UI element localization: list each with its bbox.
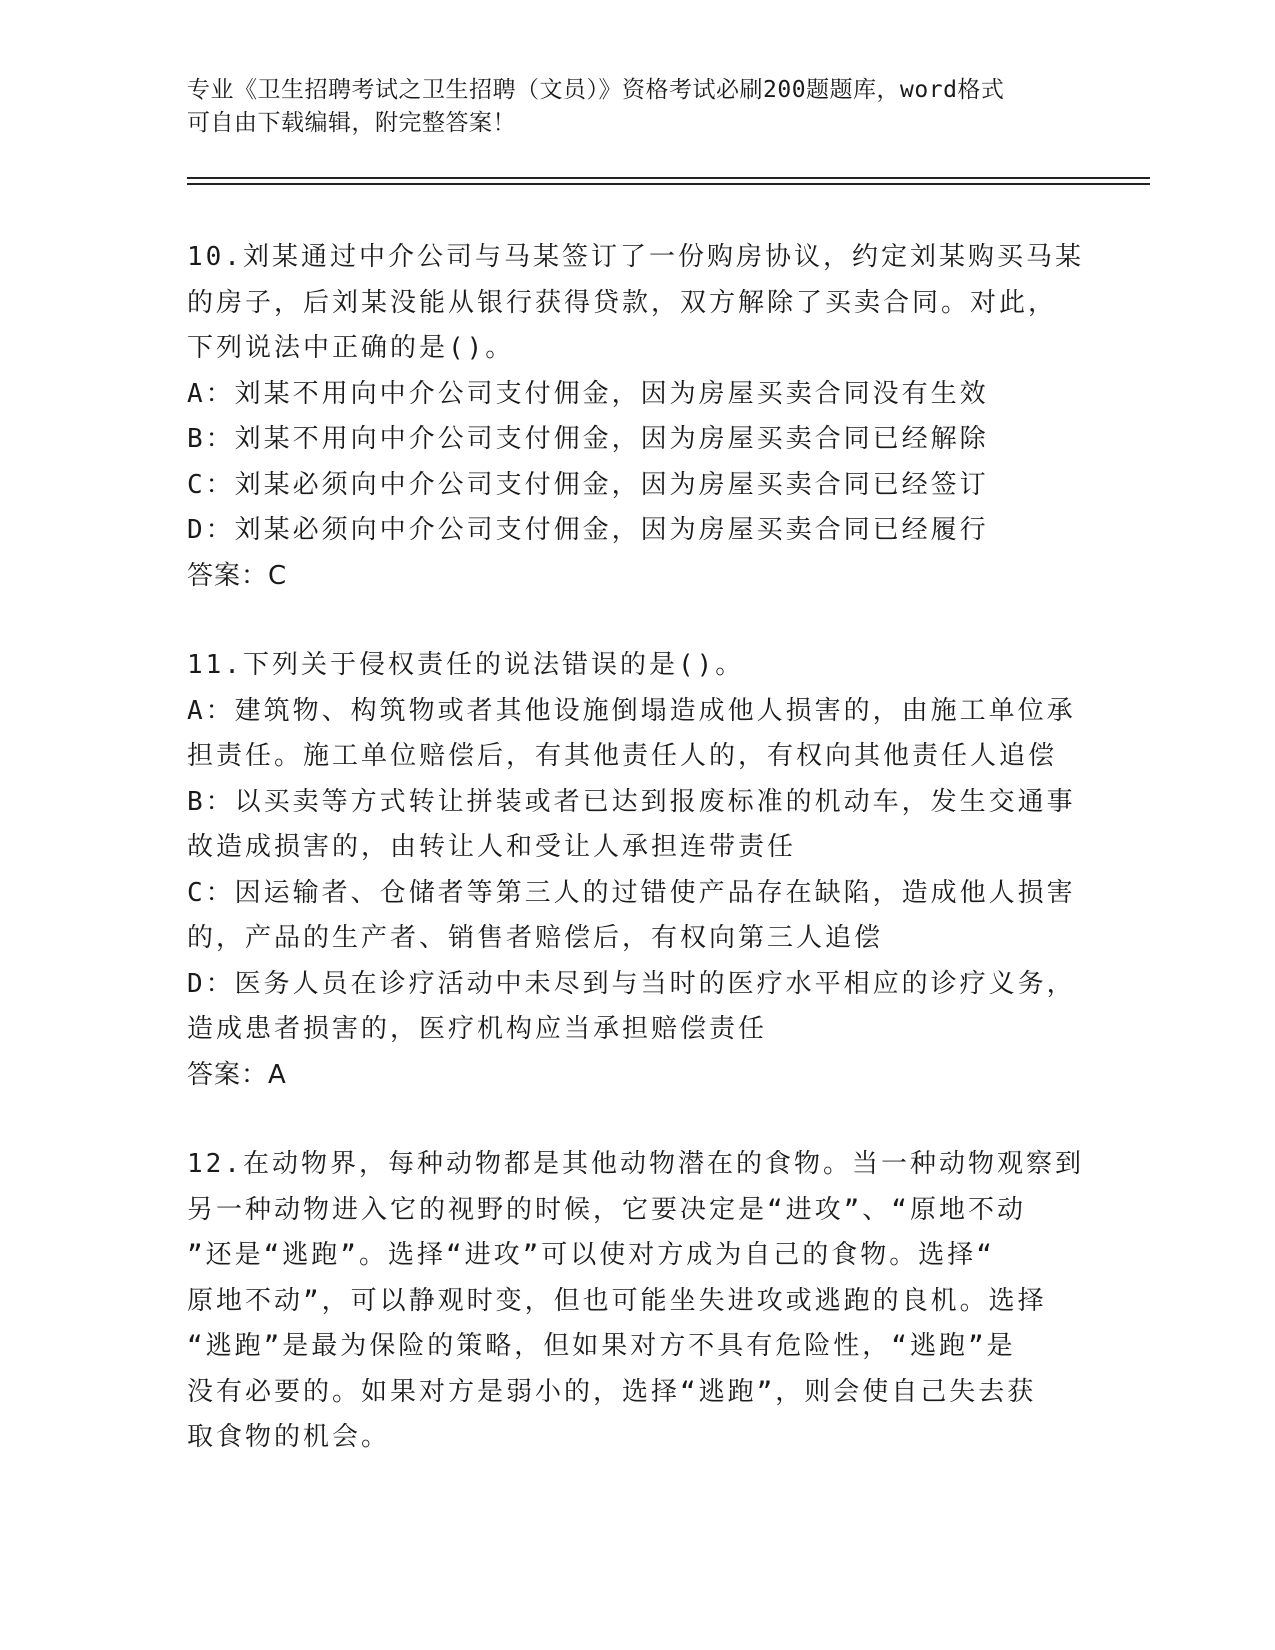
option-line: A：建筑物、构筑物或者其他设施倒塌造成他人损害的，由施工单位承 bbox=[187, 695, 1076, 726]
question-stem-line: 取食物的机会。 bbox=[187, 1422, 391, 1452]
question-stem-line: 下列说法中正确的是()。 bbox=[187, 333, 515, 363]
question-stem-line: 10.刘某通过中介公司与马某签订了一份购房协议，约定刘某购买马某 bbox=[187, 242, 1084, 272]
question-3 bbox=[187, 1142, 1087, 1461]
option-a bbox=[187, 689, 1087, 780]
question-stem-line: 另一种动物进入它的视野的时候，它要决定是“进攻”、“原地不动 bbox=[187, 1194, 1026, 1225]
header-divider-top bbox=[187, 177, 1150, 179]
question-spacer bbox=[187, 599, 1087, 643]
option-line: B：刘某不用向中介公司支付佣金，因为房屋买卖合同已经解除 bbox=[187, 424, 989, 454]
answer-label: 答案：C bbox=[187, 560, 288, 591]
question-stem-line: “逃跑”是最为保险的策略，但如果对方不具有危险性，“逃跑”是 bbox=[187, 1331, 1016, 1361]
question-2 bbox=[187, 643, 1087, 1098]
question-stem-line: 没有必要的。如果对方是弱小的，选择“逃跑”，则会使自己失去获 bbox=[187, 1376, 1037, 1407]
option-c bbox=[187, 871, 1087, 962]
option-line: D：刘某必须向中介公司支付佣金，因为房屋买卖合同已经履行 bbox=[187, 515, 989, 545]
option-d bbox=[187, 508, 1087, 554]
option-line: 造成患者损害的，医疗机构应当承担赔偿责任 bbox=[187, 1014, 768, 1044]
question-stem-line: 的房子，后刘某没能从银行获得贷款，双方解除了买卖合同。对此， bbox=[187, 287, 1058, 318]
option-b bbox=[187, 417, 1087, 463]
option-line: C：因运输者、仓储者等第三人的过错使产品存在缺陷，造成他人损害 bbox=[187, 877, 1076, 908]
option-b bbox=[187, 780, 1087, 871]
option-c bbox=[187, 463, 1087, 509]
option-line: 故造成损害的，由转让人和受让人承担连带责任 bbox=[187, 832, 797, 862]
header-divider-bottom bbox=[187, 183, 1150, 185]
answer-label: 答案：A bbox=[187, 1059, 287, 1090]
header-line-1: 专业《卫生招聘考试之卫生招聘（文员）》资格考试必刷200题题库，word格式 bbox=[187, 77, 1005, 103]
document-header bbox=[187, 74, 1067, 140]
question-1 bbox=[187, 235, 1087, 599]
question-stem-line: 原地不动”，可以静观时变，但也可能坐失进攻或逃跑的良机。选择 bbox=[187, 1285, 1047, 1316]
option-line: C：刘某必须向中介公司支付佣金，因为房屋买卖合同已经签订 bbox=[187, 469, 989, 500]
option-line: 的，产品的生产者、销售者赔偿后，有权向第三人追偿 bbox=[187, 923, 884, 953]
option-d bbox=[187, 962, 1087, 1053]
question-spacer bbox=[187, 1098, 1087, 1142]
question-stem-line: 12.在动物界，每种动物都是其他动物潜在的食物。当一种动物观察到 bbox=[187, 1149, 1084, 1179]
option-line: A：刘某不用向中介公司支付佣金，因为房屋买卖合同没有生效 bbox=[187, 378, 989, 409]
option-a bbox=[187, 372, 1087, 418]
header-line-2: 可自由下载编辑，附完整答案！ bbox=[187, 110, 516, 136]
option-line: B：以买卖等方式转让拼装或者已达到报废标准的机动车，发生交通事 bbox=[187, 786, 1076, 817]
question-stem-line: 11.下列关于侵权责任的说法错误的是()。 bbox=[187, 650, 745, 680]
option-line: 担责任。施工单位赔偿后，有其他责任人的，有权向其他责任人追偿 bbox=[187, 741, 1058, 771]
question-stem-line: ”还是“逃跑”。选择“进攻”可以使对方成为自己的食物。选择“ bbox=[187, 1240, 995, 1270]
question-list bbox=[187, 235, 1087, 1461]
option-line: D：医务人员在诊疗活动中未尽到与当时的医疗水平相应的诊疗义务， bbox=[187, 968, 1076, 999]
